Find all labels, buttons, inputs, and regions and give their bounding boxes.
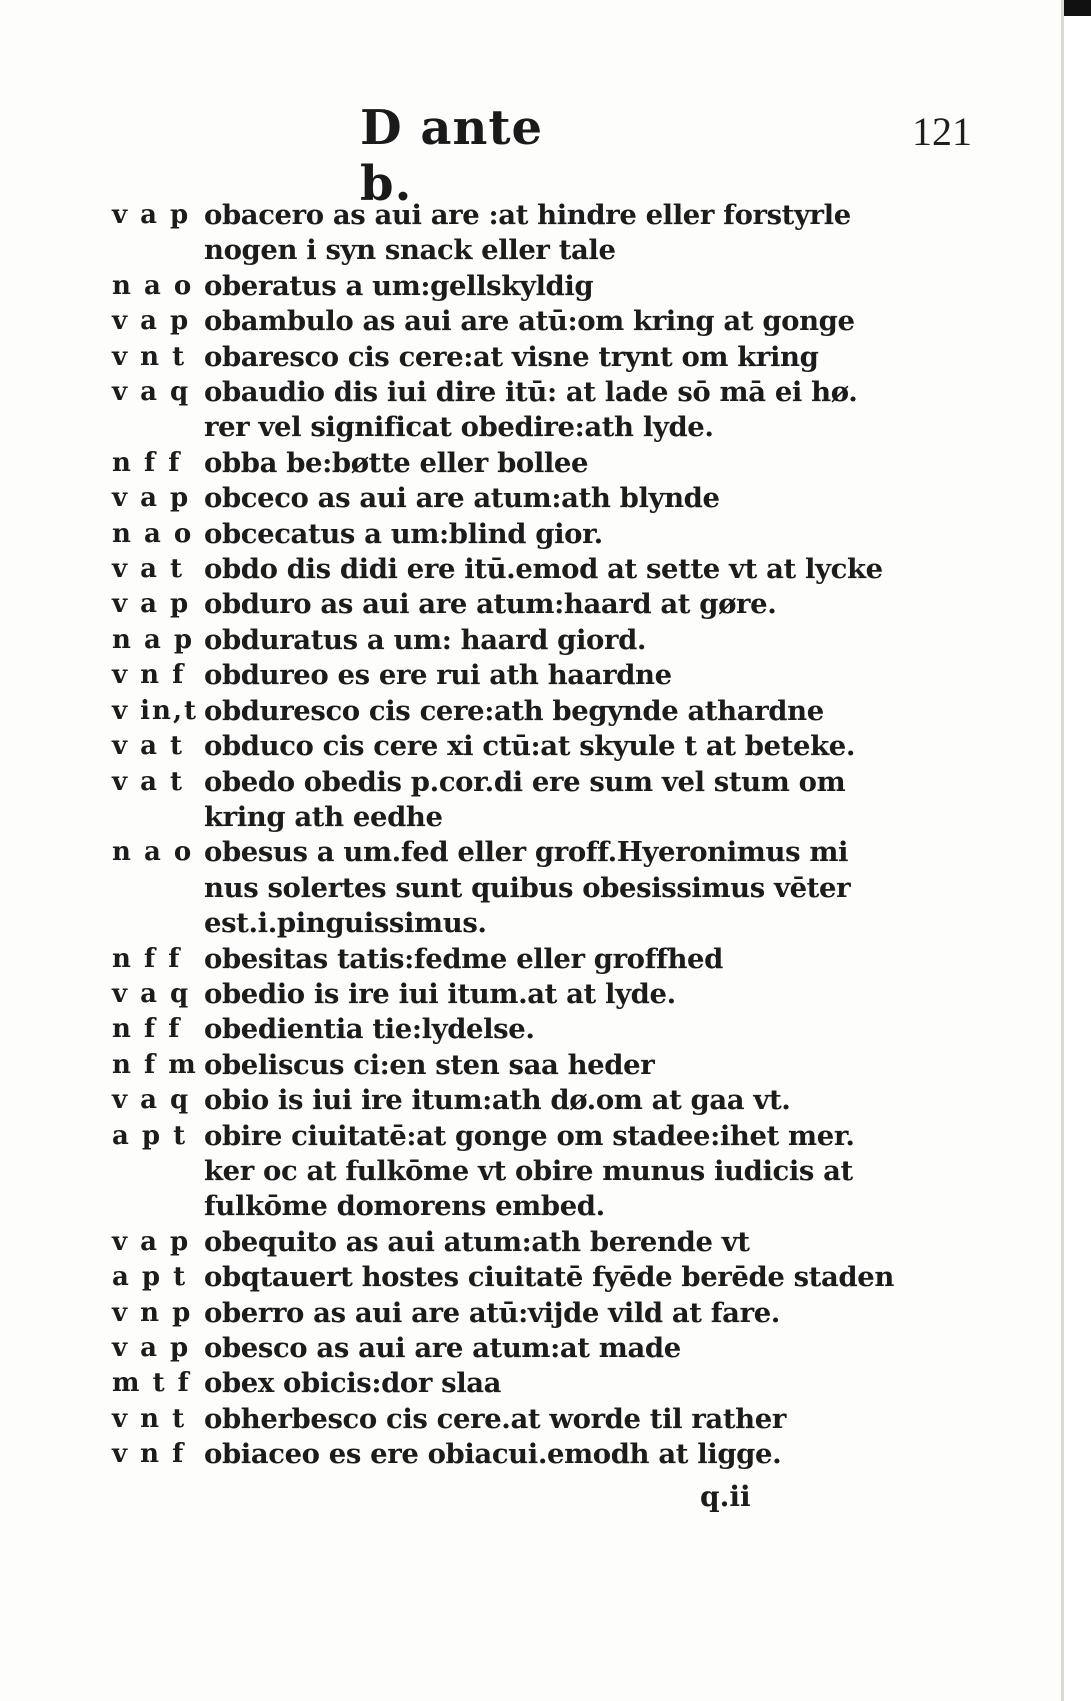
entry-line: obesco as aui are atum:at made <box>204 1332 681 1364</box>
dictionary-entry <box>112 1437 982 1472</box>
entry-line: obba be:bøtte eller bollee <box>204 446 589 479</box>
entry-line: obacero as aui are :at hindre eller forstyrle <box>204 199 851 231</box>
entry-line: kring ath eedhe <box>204 800 443 833</box>
entry-code: v a p <box>112 589 191 620</box>
entry-code: v a t <box>112 554 185 585</box>
entry-line: obiaceo es ere obiacui.emodh at ligge. <box>204 1438 782 1471</box>
entry-code: v n f <box>112 1439 186 1470</box>
entry-text <box>204 1012 982 1047</box>
dictionary-entry <box>112 1402 982 1437</box>
entry-code: v a q <box>112 978 191 1009</box>
entry-line: obduro as aui are atum:haard at gøre. <box>204 588 777 621</box>
entry-code: m t f <box>112 1368 191 1399</box>
entry-line: nogen i syn snack eller tale <box>204 234 616 267</box>
entry-text <box>204 765 982 836</box>
entry-text <box>204 1331 982 1366</box>
dictionary-entry <box>112 481 982 516</box>
scan-corner-mark <box>1064 0 1091 16</box>
entry-line: obesitas tatis:fedme eller groffhed <box>204 942 723 975</box>
dictionary-entry <box>112 1260 982 1295</box>
entry-line: obex obicis:dor slaa <box>204 1367 502 1400</box>
entry-text <box>204 552 982 587</box>
entry-text <box>204 587 982 622</box>
entry-code: v n t <box>112 1403 187 1434</box>
entry-text <box>204 517 982 552</box>
dictionary-entry <box>112 517 982 552</box>
entry-text <box>204 1048 982 1083</box>
entry-line: obcecatus a um:blind gior. <box>204 517 603 550</box>
dictionary-entry <box>112 1119 982 1225</box>
dictionary-entry <box>112 1331 982 1366</box>
page-edge <box>1061 0 1064 1701</box>
dictionary-entry <box>112 623 982 658</box>
dictionary-entry <box>112 446 982 481</box>
dictionary-entry <box>112 198 982 269</box>
entry-text <box>204 446 982 481</box>
entry-line: obire ciuitatē:at gonge om stadee:ihet mer. <box>204 1119 855 1152</box>
entry-text <box>204 1402 982 1437</box>
dictionary-entry <box>112 1225 982 1260</box>
entry-text <box>204 340 982 375</box>
entry-line: ker oc at fulkōme vt obire munus iudicis at <box>204 1154 853 1187</box>
entry-text <box>204 977 982 1012</box>
entry-text <box>204 694 982 729</box>
entry-code: v a q <box>112 1085 191 1116</box>
entry-code: v a p <box>112 483 191 514</box>
entry-line: obduratus a um: haard giord. <box>204 623 647 656</box>
page-header-title: D ante b. <box>360 100 544 212</box>
dictionary-entry <box>112 552 982 587</box>
entry-code: v a p <box>112 200 191 230</box>
entry-code: n a o <box>112 270 194 301</box>
entry-line: obqtauert hostes ciuitatē fyēde berēde staden <box>204 1261 894 1294</box>
entry-line: obaresco cis cere:at visne trynt om kring <box>204 340 819 373</box>
entry-line: obedio is ire iui itum.at at lyde. <box>204 977 676 1010</box>
dictionary-entry <box>112 304 982 339</box>
entry-code: n f f <box>112 943 182 974</box>
entry-line: oberro as aui are atū:vijde vild at fare. <box>204 1296 780 1329</box>
entry-line: fulkōme domorens embed. <box>204 1190 605 1223</box>
entry-line: obdureo es ere rui ath haardne <box>204 659 672 692</box>
entry-text <box>204 1083 982 1118</box>
entry-text <box>204 1119 982 1225</box>
entry-code: v n t <box>112 341 187 372</box>
entry-text <box>204 1437 982 1472</box>
entry-line: obedo obedis p.cor.di ere sum vel stum om <box>204 765 846 798</box>
dictionary-entry <box>112 1083 982 1118</box>
dictionary-entry <box>112 587 982 622</box>
entry-line: obaudio dis iui dire itū: at lade sō mā ei hø. <box>204 376 858 409</box>
entry-line: est.i.pinguissimus. <box>204 907 487 940</box>
dictionary-entry <box>112 375 982 446</box>
entry-text <box>204 729 982 764</box>
entry-line: obambulo as aui are atū:om kring at gonge <box>204 305 855 338</box>
dictionary-entry <box>112 1048 982 1083</box>
entry-text <box>204 942 982 977</box>
entry-text <box>204 304 982 339</box>
dictionary-entry <box>112 942 982 977</box>
entry-line: rer vel significat obedire:ath lyde. <box>204 411 714 444</box>
entry-line: oberatus a um:gellskyldig <box>204 269 594 302</box>
entry-code: n f f <box>112 1014 182 1045</box>
dictionary-entry <box>112 977 982 1012</box>
entry-code: v n f <box>112 660 186 691</box>
entry-text <box>204 269 982 304</box>
entry-text <box>204 481 982 516</box>
entry-text <box>204 623 982 658</box>
entry-code: v a t <box>112 766 185 797</box>
entry-code: n a o <box>112 837 194 868</box>
entry-text <box>204 1296 982 1331</box>
dictionary-entry <box>112 1366 982 1401</box>
entry-text <box>204 1260 982 1295</box>
entry-code: v n p <box>112 1297 193 1328</box>
entry-text <box>204 835 982 941</box>
entry-line: obio is iui ire itum:ath dø.om at gaa vt. <box>204 1084 791 1117</box>
dictionary-entries <box>112 198 982 1473</box>
entry-text <box>204 198 982 269</box>
entry-text <box>204 1366 982 1401</box>
entry-text <box>204 1225 982 1260</box>
entry-code: v a p <box>112 1226 191 1257</box>
entry-line: obequito as aui atum:ath berende vt <box>204 1225 750 1258</box>
entry-code: v a p <box>112 306 191 337</box>
entry-code: v in,t <box>112 695 199 726</box>
entry-code: v a q <box>112 377 191 408</box>
entry-code: a p t <box>112 1262 188 1293</box>
signature-mark: q.ii <box>700 1480 751 1513</box>
entry-text <box>204 375 982 446</box>
entry-code: a p t <box>112 1120 188 1151</box>
entry-code: n a o <box>112 518 194 549</box>
dictionary-entry <box>112 658 982 693</box>
entry-code: n a p <box>112 624 195 655</box>
entry-line: obdo dis didi ere itū.emod at sette vt at lycke <box>204 553 883 586</box>
dictionary-entry <box>112 729 982 764</box>
dictionary-entry <box>112 340 982 375</box>
entry-code: v a p <box>112 1333 191 1363</box>
entry-code: n f m <box>112 1049 198 1080</box>
entry-line: nus solertes sunt quibus obesissimus vēter <box>204 871 851 904</box>
entry-line: obduco cis cere xi ctū:at skyule t at beteke. <box>204 730 856 763</box>
entry-line: obesus a um.fed eller groff.Hyeronimus mi <box>204 836 849 869</box>
entry-text <box>204 658 982 693</box>
page-number: 121 <box>912 109 972 154</box>
entry-line: obduresco cis cere:ath begynde athardne <box>204 694 824 727</box>
entry-code: v a t <box>112 731 185 762</box>
dictionary-entry <box>112 694 982 729</box>
entry-code: n f f <box>112 447 182 478</box>
entry-line: obceco as aui are atum:ath blynde <box>204 482 720 515</box>
dictionary-entry <box>112 1012 982 1047</box>
entry-line: obeliscus ci:en sten saa heder <box>204 1048 655 1081</box>
dictionary-entry <box>112 835 982 941</box>
entry-line: obedientia tie:lydelse. <box>204 1013 535 1046</box>
dictionary-entry <box>112 1296 982 1331</box>
dictionary-entry <box>112 765 982 836</box>
dictionary-entry <box>112 269 982 304</box>
entry-line: obherbesco cis cere.at worde til rather <box>204 1402 786 1435</box>
